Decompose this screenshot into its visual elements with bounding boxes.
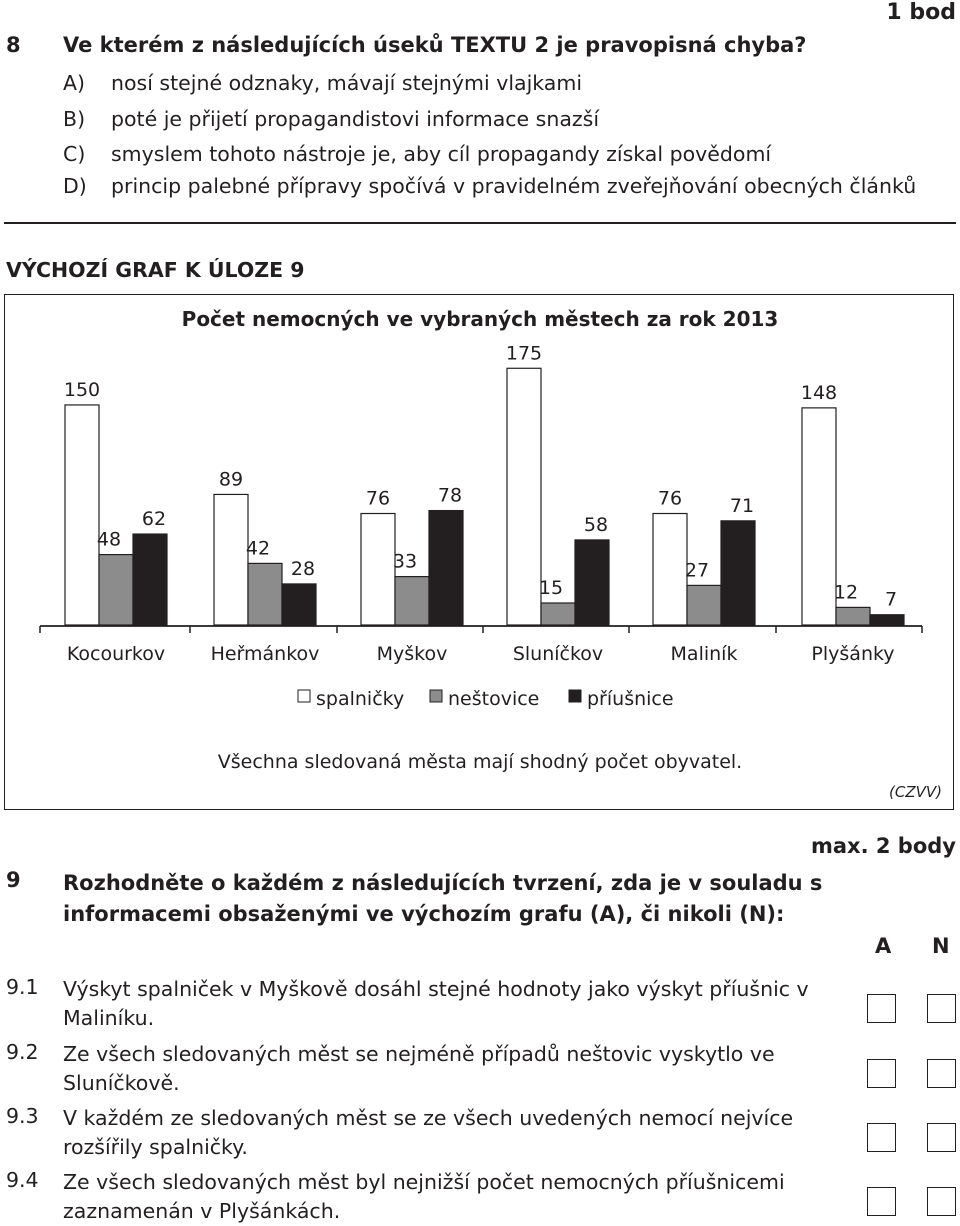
bar-sluníčkov-1 <box>541 603 575 625</box>
bar-myškov-1 <box>395 577 429 625</box>
option-c-text: smyslem tohoto nástroje je, aby cíl propagandy získal povědomí <box>111 142 772 166</box>
question-8-text: Ve kterém z následujících úseků TEXTU 2 je pravopisná chyba? <box>63 33 807 57</box>
statement-9-2-text: Ze všech sledovaných měst se nejméně případů neštovic vyskytlo ve Sluníčkově. <box>63 1042 775 1095</box>
checkbox-9-1-a[interactable] <box>867 994 896 1023</box>
checkbox-9-4-a[interactable] <box>867 1187 896 1216</box>
column-header-a: A <box>875 934 892 958</box>
data-label-plyšánky-2: 7 <box>884 588 898 611</box>
statement-9-3-number: 9.3 <box>6 1104 39 1128</box>
data-label-maliník-0: 76 <box>657 487 683 510</box>
data-label-maliník-2: 71 <box>729 494 755 517</box>
question-9-text: Rozhodněte o každém z následujících tvrzení, zda je v souladu s informacemi obsaženými ve výchozím grafu (A), či nikoli (N): <box>63 871 823 926</box>
category-label-3: Sluníčkov <box>512 643 604 665</box>
legend-swatch-0 <box>298 690 310 702</box>
checkbox-9-2-a[interactable] <box>867 1059 896 1088</box>
option-d-text: princip palebné přípravy spočívá v pravidelném zveřejňování obecných článků <box>111 174 917 198</box>
column-header-n: N <box>932 934 950 958</box>
data-label-myškov-2: 78 <box>437 484 463 507</box>
bar-sluníčkov-2 <box>575 540 609 625</box>
category-label-1: Heřmánkov <box>210 643 320 665</box>
source-heading: VÝCHOZÍ GRAF K ÚLOZE 9 <box>6 258 305 282</box>
chart-note: Všechna sledovaná města mají shodný počet obyvatel. <box>217 751 743 773</box>
statement-9-4-text: Ze všech sledovaných měst byl nejnižší počet nemocných příušnicemi zaznamenán v Plyšánkách. <box>63 1170 785 1223</box>
data-label-sluníčkov-0: 175 <box>505 342 543 365</box>
bar-kocourkov-2 <box>133 534 167 625</box>
bar-sluníčkov-0 <box>507 368 541 625</box>
bar-kocourkov-1 <box>99 555 133 625</box>
statement-9-4-number: 9.4 <box>6 1168 39 1192</box>
bar-heřmánkov-2 <box>282 584 316 625</box>
data-label-heřmánkov-2: 28 <box>290 557 316 580</box>
data-label-sluníčkov-2: 58 <box>583 513 609 536</box>
category-label-5: Plyšánky <box>811 643 895 665</box>
checkbox-9-2-n[interactable] <box>927 1059 956 1088</box>
checkbox-9-4-n[interactable] <box>927 1187 956 1216</box>
data-label-kocourkov-1: 48 <box>96 528 122 551</box>
data-label-kocourkov-2: 62 <box>141 508 167 531</box>
question-9-number: 9 <box>6 868 21 892</box>
checkbox-9-3-n[interactable] <box>927 1123 956 1152</box>
data-label-maliník-1: 27 <box>684 559 710 582</box>
statement-9-3-text: V každém ze sledovaných měst se ze všech uvedených nemocí nejvíce rozšířily spalničky. <box>63 1106 794 1159</box>
option-d-letter: D) <box>63 174 87 198</box>
question-9-points: max. 2 body <box>811 834 956 858</box>
bar-plyšánky-2 <box>870 615 904 625</box>
bar-myškov-2 <box>429 511 463 625</box>
data-label-kocourkov-0: 150 <box>63 378 101 401</box>
option-b-letter: B) <box>63 107 86 131</box>
question-8-points: 1 bod <box>886 0 956 25</box>
bar-maliník-1 <box>687 585 721 625</box>
data-label-plyšánky-1: 12 <box>833 581 859 604</box>
data-label-myškov-1: 33 <box>392 550 418 573</box>
checkbox-9-1-n[interactable] <box>927 994 956 1023</box>
data-label-plyšánky-0: 148 <box>800 381 838 404</box>
statement-9-1-number: 9.1 <box>6 975 39 999</box>
bar-plyšánky-1 <box>836 607 870 625</box>
category-label-0: Kocourkov <box>66 643 166 665</box>
bar-plyšánky-0 <box>802 408 836 625</box>
bar-maliník-2 <box>721 521 755 625</box>
chart-source: (CZVV) <box>889 783 942 801</box>
legend-label-2: příušnice <box>587 688 674 710</box>
legend-label-0: spalničky <box>316 688 405 710</box>
bar-myškov-0 <box>361 514 395 625</box>
bar-heřmánkov-0 <box>214 494 248 625</box>
legend-swatch-2 <box>569 690 581 702</box>
statement-9-1-text: Výskyt spalniček v Myškově dosáhl stejné hodnoty jako výskyt příušnic v Maliníku. <box>63 977 809 1030</box>
category-label-2: Myškov <box>376 643 448 665</box>
statement-9-2-number: 9.2 <box>6 1040 39 1064</box>
checkbox-9-3-a[interactable] <box>867 1123 896 1152</box>
chart-title: Počet nemocných ve vybraných městech za rok 2013 <box>181 307 779 331</box>
question-8-number: 8 <box>6 33 21 57</box>
data-label-sluníčkov-1: 15 <box>538 576 564 599</box>
category-label-4: Maliník <box>670 643 738 665</box>
bar-maliník-0 <box>653 514 687 625</box>
option-c-letter: C) <box>63 142 86 166</box>
option-b-text: poté je přijetí propagandistovi informace snazší <box>111 107 600 131</box>
option-a-letter: A) <box>63 71 86 95</box>
option-a-text: nosí stejné odznaky, mávají stejnými vlajkami <box>111 71 583 95</box>
data-label-heřmánkov-1: 42 <box>245 537 271 560</box>
bar-kocourkov-0 <box>65 405 99 625</box>
legend-swatch-1 <box>430 690 442 702</box>
data-label-heřmánkov-0: 89 <box>218 468 244 491</box>
legend-label-1: neštovice <box>448 688 540 710</box>
bar-heřmánkov-1 <box>248 563 282 625</box>
data-label-myškov-0: 76 <box>365 487 391 510</box>
